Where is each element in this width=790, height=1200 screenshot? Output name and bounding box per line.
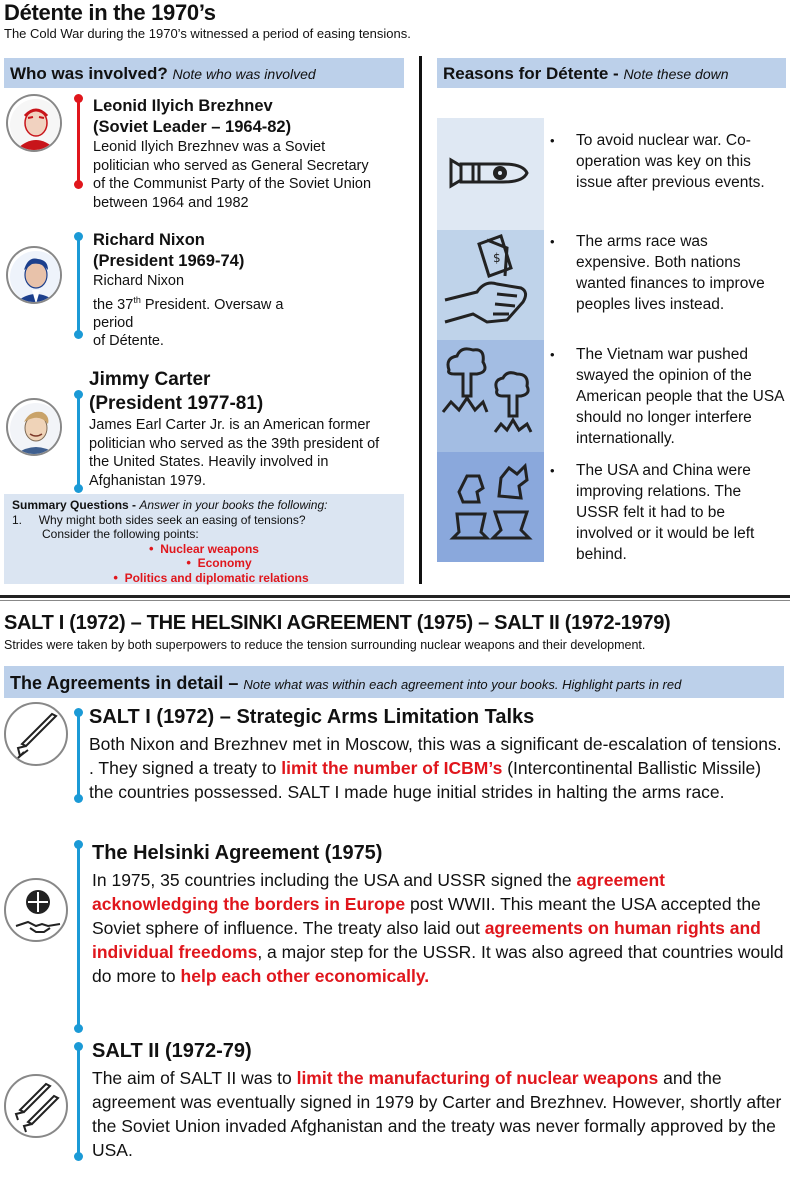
timeline-dot bbox=[74, 484, 83, 493]
nixon-desc-line: the 37th President. Oversaw a bbox=[93, 294, 284, 313]
page-title: Détente in the 1970’s bbox=[4, 0, 216, 25]
agreements-note: Note what was within each agreement into your books. Highlight parts in red bbox=[243, 677, 682, 692]
carter-portrait bbox=[6, 398, 62, 456]
timeline-line-salt2 bbox=[77, 1048, 80, 1156]
salt1-title: SALT I (1972) – Strategic Arms Limitation Talks bbox=[89, 706, 535, 728]
who-note: Note who was involved bbox=[172, 66, 316, 82]
salt2-title: SALT II (1972-79) bbox=[92, 1040, 252, 1062]
reasons-heading: Reasons for Détente - bbox=[443, 64, 619, 83]
brezhnev-role: (Soviet Leader – 1964-82) bbox=[93, 118, 292, 136]
timeline-line-brezhnev bbox=[77, 100, 80, 184]
nixon-desc-line: Richard Nixon bbox=[93, 273, 185, 289]
nuclear-bomb-icon bbox=[437, 118, 544, 230]
timeline-line-helsinki bbox=[77, 846, 80, 1028]
section-divider bbox=[0, 595, 790, 598]
helsinki-title: The Helsinki Agreement (1975) bbox=[92, 842, 383, 864]
summary-point: • Economy bbox=[186, 555, 252, 570]
helsinki-highlight: help each other economically. bbox=[180, 966, 430, 986]
chess-pieces-icon bbox=[437, 452, 544, 562]
carter-name: Jimmy Carter bbox=[89, 369, 211, 390]
agreements-header bbox=[4, 666, 784, 698]
nixon-description bbox=[93, 272, 383, 351]
helsinki-icon-circle bbox=[4, 878, 68, 942]
timeline-dot bbox=[74, 794, 83, 803]
salt1-body: Both Nixon and Brezhnev met in Moscow, this was a significant de-escalation of tensions. . They signed a treaty to limit the number of ICBM’s (Intercontinental Ballistic Missile) the countries possessed. SALT I made huge initial strides in halting the arms race. bbox=[89, 734, 782, 802]
summary-question: 1. Why might both sides seek an easing of tensions? bbox=[12, 512, 306, 527]
brezhnev-portrait bbox=[6, 94, 62, 152]
nixon-desc-line: period bbox=[93, 314, 134, 331]
timeline-dot bbox=[74, 180, 83, 189]
reason-item: • To avoid nuclear war. Co-operation was key on this issue after previous events. bbox=[550, 132, 765, 191]
salt-section-subtitle: Strides were taken by both superpowers to reduce the tension surrounding nuclear weapons and their development. bbox=[4, 638, 646, 652]
salt2-body: The aim of SALT II was to limit the manufacturing of nuclear weapons and the agreement was eventually signed in 1979 by Carter and Brezhnev. However, shortly after the Soviet Union invaded Afghanistan and the treaty was never formally approved by the USA. bbox=[92, 1068, 782, 1160]
nixon-desc-line: of Détente. bbox=[93, 333, 164, 350]
handshake-globe-icon bbox=[6, 880, 68, 942]
helsinki-body: In 1975, 35 countries including the USA and USSR signed the agreement acknowledging the borders in Europe post WWII. This meant the USA accepted the Soviet sphere of influence. The treaty also laid out agreements on human rights and individual freedoms, a major step for the USSR. It was also agreed that countries would do more to help each other economically. bbox=[92, 870, 784, 986]
money-fist-icon bbox=[437, 230, 544, 340]
timeline-dot bbox=[74, 840, 83, 849]
section-divider bbox=[0, 600, 790, 601]
summary-heading: Summary Questions - Answer in your books the following: bbox=[12, 498, 328, 512]
carter-description: James Earl Carter Jr. is an American former politician who served as the 39th president of the United States. Heavily involved in Afghanistan 1979. bbox=[89, 417, 380, 489]
reason-panel bbox=[437, 118, 544, 230]
timeline-dot bbox=[74, 232, 83, 241]
nixon-role: (President 1969-74) bbox=[93, 252, 245, 270]
missiles-icon-circle bbox=[4, 1074, 68, 1138]
svg-text:$: $ bbox=[493, 251, 501, 265]
timeline-dot bbox=[74, 1024, 83, 1033]
timeline-line-carter bbox=[77, 396, 80, 490]
reason-panel bbox=[437, 452, 544, 562]
summary-consider: Consider the following points: bbox=[42, 527, 199, 541]
summary-questions-box bbox=[4, 494, 404, 584]
helsinki-highlight: agreement acknowledging the borders in Europe bbox=[92, 870, 665, 914]
helsinki-highlight: agreements on human rights and individual freedoms bbox=[92, 918, 761, 962]
timeline-dot bbox=[74, 330, 83, 339]
explosions-icon bbox=[437, 340, 544, 452]
reason-panel bbox=[437, 340, 544, 452]
brezhnev-name: Leonid Ilyich Brezhnev bbox=[93, 97, 273, 115]
missile-icon-circle bbox=[4, 702, 68, 766]
timeline-dot bbox=[74, 390, 83, 399]
salt-section-title: SALT I (1972) – THE HELSINKI AGREEMENT (1975) – SALT II (1972-1979) bbox=[4, 612, 671, 634]
reasons-header bbox=[437, 58, 786, 88]
brezhnev-description: Leonid Ilyich Brezhnev was a Soviet politician who served as General Secretary of the Communist Party of the Soviet Union between 1964 and 1982 bbox=[93, 139, 372, 211]
summary-point: • Politics and diplomatic relations bbox=[113, 569, 309, 585]
carter-role: (President 1977-81) bbox=[89, 393, 264, 414]
missile-icon bbox=[6, 704, 68, 766]
reason-item: • The arms race was expensive. Both nations wanted finances to improve peoples lives instead. bbox=[550, 233, 765, 313]
reason-panel bbox=[437, 230, 544, 340]
reason-item: • The Vietnam war pushed swayed the opinion of the American people that the USA should no longer interfere internationally. bbox=[550, 346, 784, 447]
timeline-dot bbox=[74, 1042, 83, 1051]
nixon-portrait bbox=[6, 246, 62, 304]
summary-point: • Nuclear weapons bbox=[149, 540, 259, 556]
who-involved-header bbox=[4, 58, 404, 88]
reason-item: • The USA and China were improving relations. The USSR felt it had to be involved or it would be left behind. bbox=[550, 462, 755, 563]
page-subtitle: The Cold War during the 1970’s witnessed a period of easing tensions. bbox=[4, 26, 411, 41]
agreements-heading: The Agreements in detail – bbox=[10, 673, 239, 693]
reasons-note: Note these down bbox=[623, 66, 729, 82]
salt1-highlight: limit the number of ICBM’s bbox=[281, 758, 503, 778]
salt2-highlight: limit the manufacturing of nuclear weapons bbox=[296, 1068, 659, 1088]
two-missiles-icon bbox=[6, 1076, 68, 1138]
timeline-dot bbox=[74, 94, 83, 103]
nixon-name: Richard Nixon bbox=[93, 231, 205, 249]
timeline-dot bbox=[74, 1152, 83, 1161]
who-heading: Who was involved? bbox=[10, 64, 168, 83]
column-divider bbox=[419, 56, 422, 584]
timeline-line-nixon bbox=[77, 238, 80, 334]
timeline-dot bbox=[74, 708, 83, 717]
timeline-line-salt1 bbox=[77, 714, 80, 798]
